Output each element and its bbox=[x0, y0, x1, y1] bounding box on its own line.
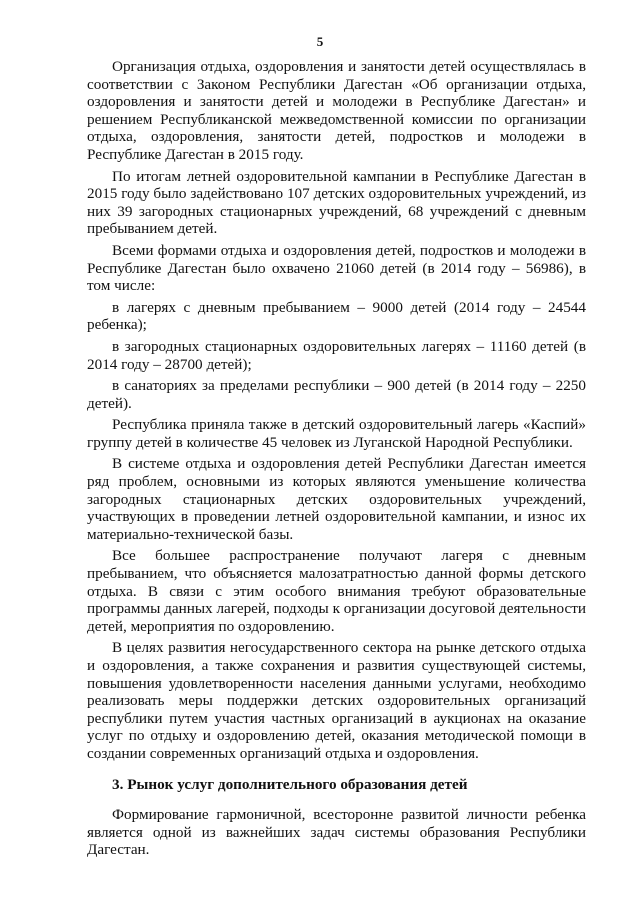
paragraph-non-state-sector: В целях развития негосударственного сектора на рынке детского отдыха и оздоровления, а также сохранения и развития существующей системы, повышения удовлетворенности населения данными услугами, необходимо реализовать меры поддержки детских оздоровительных организаций республики путем участия частных организаций в аукционах на оказание услуг по отдыху и оздоровлению детей, оказания методической помощи в создании современных организаций отдыха и оздоровления. bbox=[87, 639, 586, 762]
paragraph-campaign-results: По итогам летней оздоровительной кампании в Республике Дагестан в 2015 году было задействовано 107 детских оздоровительных учреждений, из них 39 загородных стационарных учреждений, 68 учреждений с дневным пребыванием детей. bbox=[87, 167, 586, 238]
page-number: 5 bbox=[316, 34, 324, 49]
list-item-sanatoriums: в санаториях за пределами республики – 900 детей (в 2014 году – 2250 детей). bbox=[87, 377, 586, 412]
list-item-day-camps: в лагерях с дневным пребыванием – 9000 детей (2014 году – 24544 ребенка); bbox=[87, 298, 586, 334]
paragraph-coverage-total: Всеми формами отдыха и оздоровления детей, подростков и молодежи в Республике Дагестан было охвачено 21060 детей (в 2014 году – 56986), в том числе: bbox=[87, 241, 586, 295]
list-item-country-camps: в загородных стационарных оздоровительных лагерях – 11160 детей (в 2014 году – 28700 детей); bbox=[87, 337, 586, 373]
paragraph-kaspiy-camp: Республика приняла также в детский оздоровительный лагерь «Каспий» группу детей в количестве 45 человек из Луганской Народной Республики. bbox=[87, 416, 586, 451]
section-heading: 3. Рынок услуг дополнительного образования детей bbox=[112, 775, 468, 793]
paragraph-problems: В системе отдыха и оздоровления детей Республики Дагестан имеется ряд проблем, основными из которых являются уменьшение количества загородных стационарных детских оздоровительных учреждений, участвующих в проведении летней оздоровительной кампании, и износ их материально-технической базы. bbox=[87, 455, 586, 543]
paragraph-section-intro: Формирование гармоничной, всесторонне развитой личности ребенка является одной из важнейших задач системы образования Республики Дагестан. bbox=[87, 806, 586, 859]
paragraph-legal-basis: Организация отдыха, оздоровления и занятости детей осуществлялась в соответствии с Законом Республики Дагестан «Об организации отдыха, оздоровления и занятости детей и молодежи в Республике Дагестан» и решением Республиканской межведомственной комиссии по организации отдыха, оздоровления, занятости детей, подростков и молодежи в Республике Дагестан в 2015 году. bbox=[87, 58, 586, 163]
paragraph-day-camps-trend: Все большее распространение получают лагеря с дневным пребыванием, что объясняется малозатратностью данной формы детского отдыха. В связи с этим особого внимания требуют образовательные программы данных лагерей, подходы к организации досуговой деятельности детей, мероприятия по оздоровлению. bbox=[87, 547, 586, 635]
document-body bbox=[87, 58, 586, 863]
